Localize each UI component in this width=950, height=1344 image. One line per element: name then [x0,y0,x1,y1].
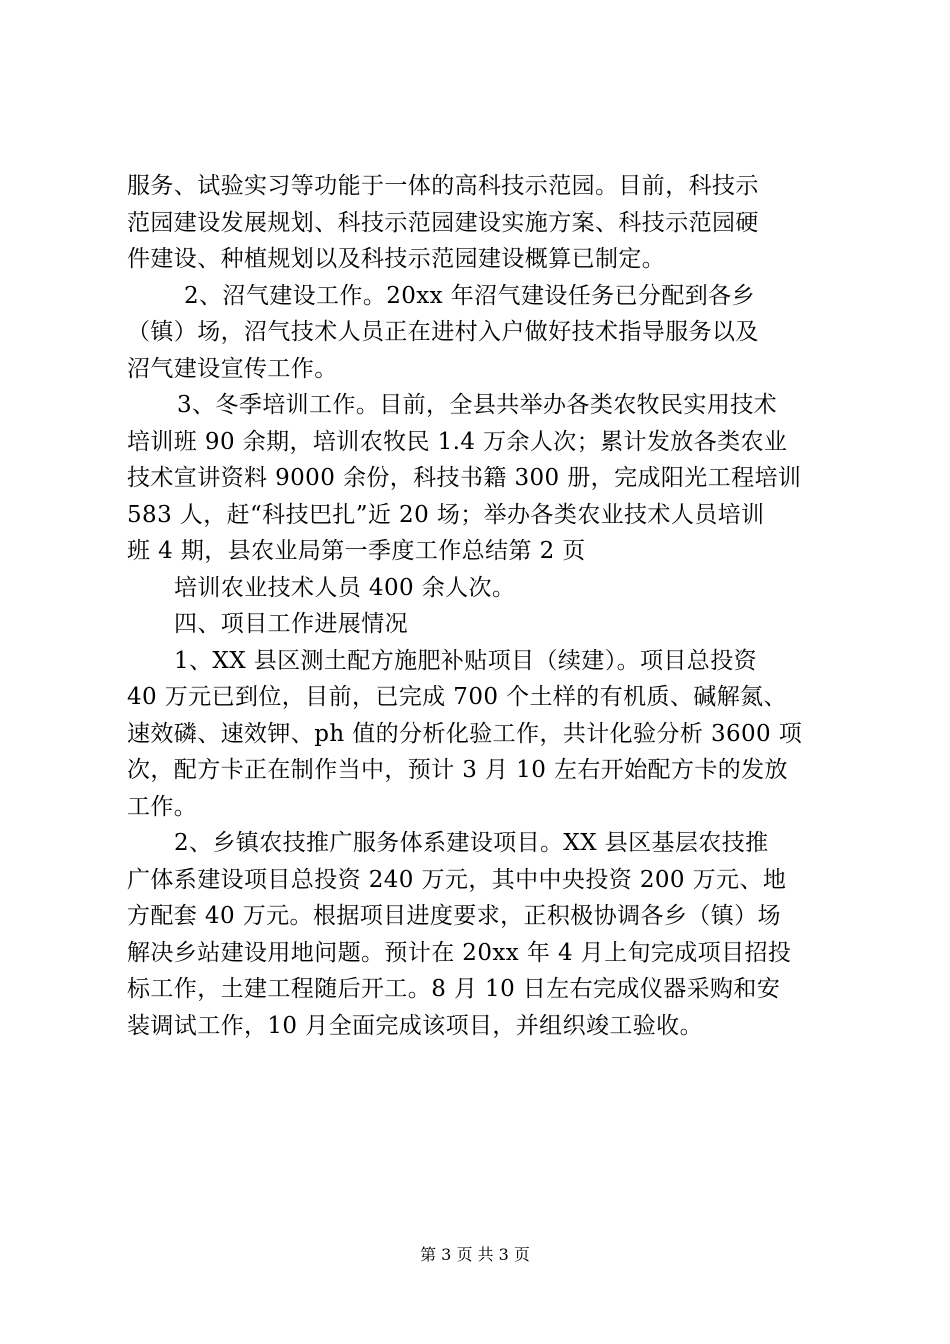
text-line: 583 人，赶“科技巴扎”近 20 场；举办各类农业技术人员培训 [127,501,765,528]
text-line: 解决乡站建设用地问题。预计在 20xx 年 4 月上旬完成项目招投 [127,939,792,966]
text-line: 工作。 [127,793,198,820]
page-number-footer: 第 3 页 共 3 页 [420,1245,530,1264]
text-line: 装调试工作，10 月全面完成该项目，并组织竣工验收。 [127,1012,703,1039]
text-line: 技术宣讲资料 9000 余份，科技书籍 300 册，完成阳光工程培训 [127,465,802,491]
section-heading: 四、项目工作进展情况 [174,611,408,637]
text-line: 速效磷、速效钾、ph 值的分析化验工作，共计化验分析 3600 项 [127,720,803,747]
text-line: 件建设、种植规划以及科技示范园建设概算已制定。 [127,246,666,272]
text-line: 40 万元已到位，目前，已完成 700 个土样的有机质、碱解氮、 [127,684,787,710]
text-line: 范园建设发展规划、科技示范园建设实施方案、科技示范园硬 [127,209,759,236]
text-line: （镇）场，沼气技术人员正在进村入户做好技术指导服务以及 [127,319,759,345]
text-line: 方配套 40 万元。根据项目进度要求，正积极协调各乡（镇）场 [127,903,781,929]
text-line: 1、XX 县区测土配方施肥补贴项目（续建）。项目总投资 [174,647,757,674]
document-body [127,168,827,1044]
text-line: 广体系建设项目总投资 240 万元，其中中央投资 200 万元、地 [127,866,787,893]
text-line: 培训班 90 余期，培训农牧民 1.4 万余人次；累计发放各类农业 [127,428,788,455]
text-line: 培训农业技术人员 400 余人次。 [174,574,516,601]
text-line: 沼气建设宣传工作。 [127,355,338,382]
text-line: 标工作，土建工程随后开工。8 月 10 日左右完成仪器采购和安 [127,976,781,1002]
text-line: 班 4 期，县农业局第一季度工作总结第 2 页 [127,538,586,564]
text-line: 3、冬季培训工作。目前，全县共举办各类农牧民实用技术 [177,392,778,418]
text-line: 服务、试验实习等功能于一体的高科技示范园。目前，科技示 [127,173,759,199]
text-line: 2、沼气建设工作。20xx 年沼气建设任务已分配到各乡 [184,282,755,309]
text-line: 2、乡镇农技推广服务体系建设项目。XX 县区基层农技推 [174,830,769,856]
text-line: 次，配方卡正在制作当中，预计 3 月 10 左右开始配方卡的发放 [127,757,788,783]
